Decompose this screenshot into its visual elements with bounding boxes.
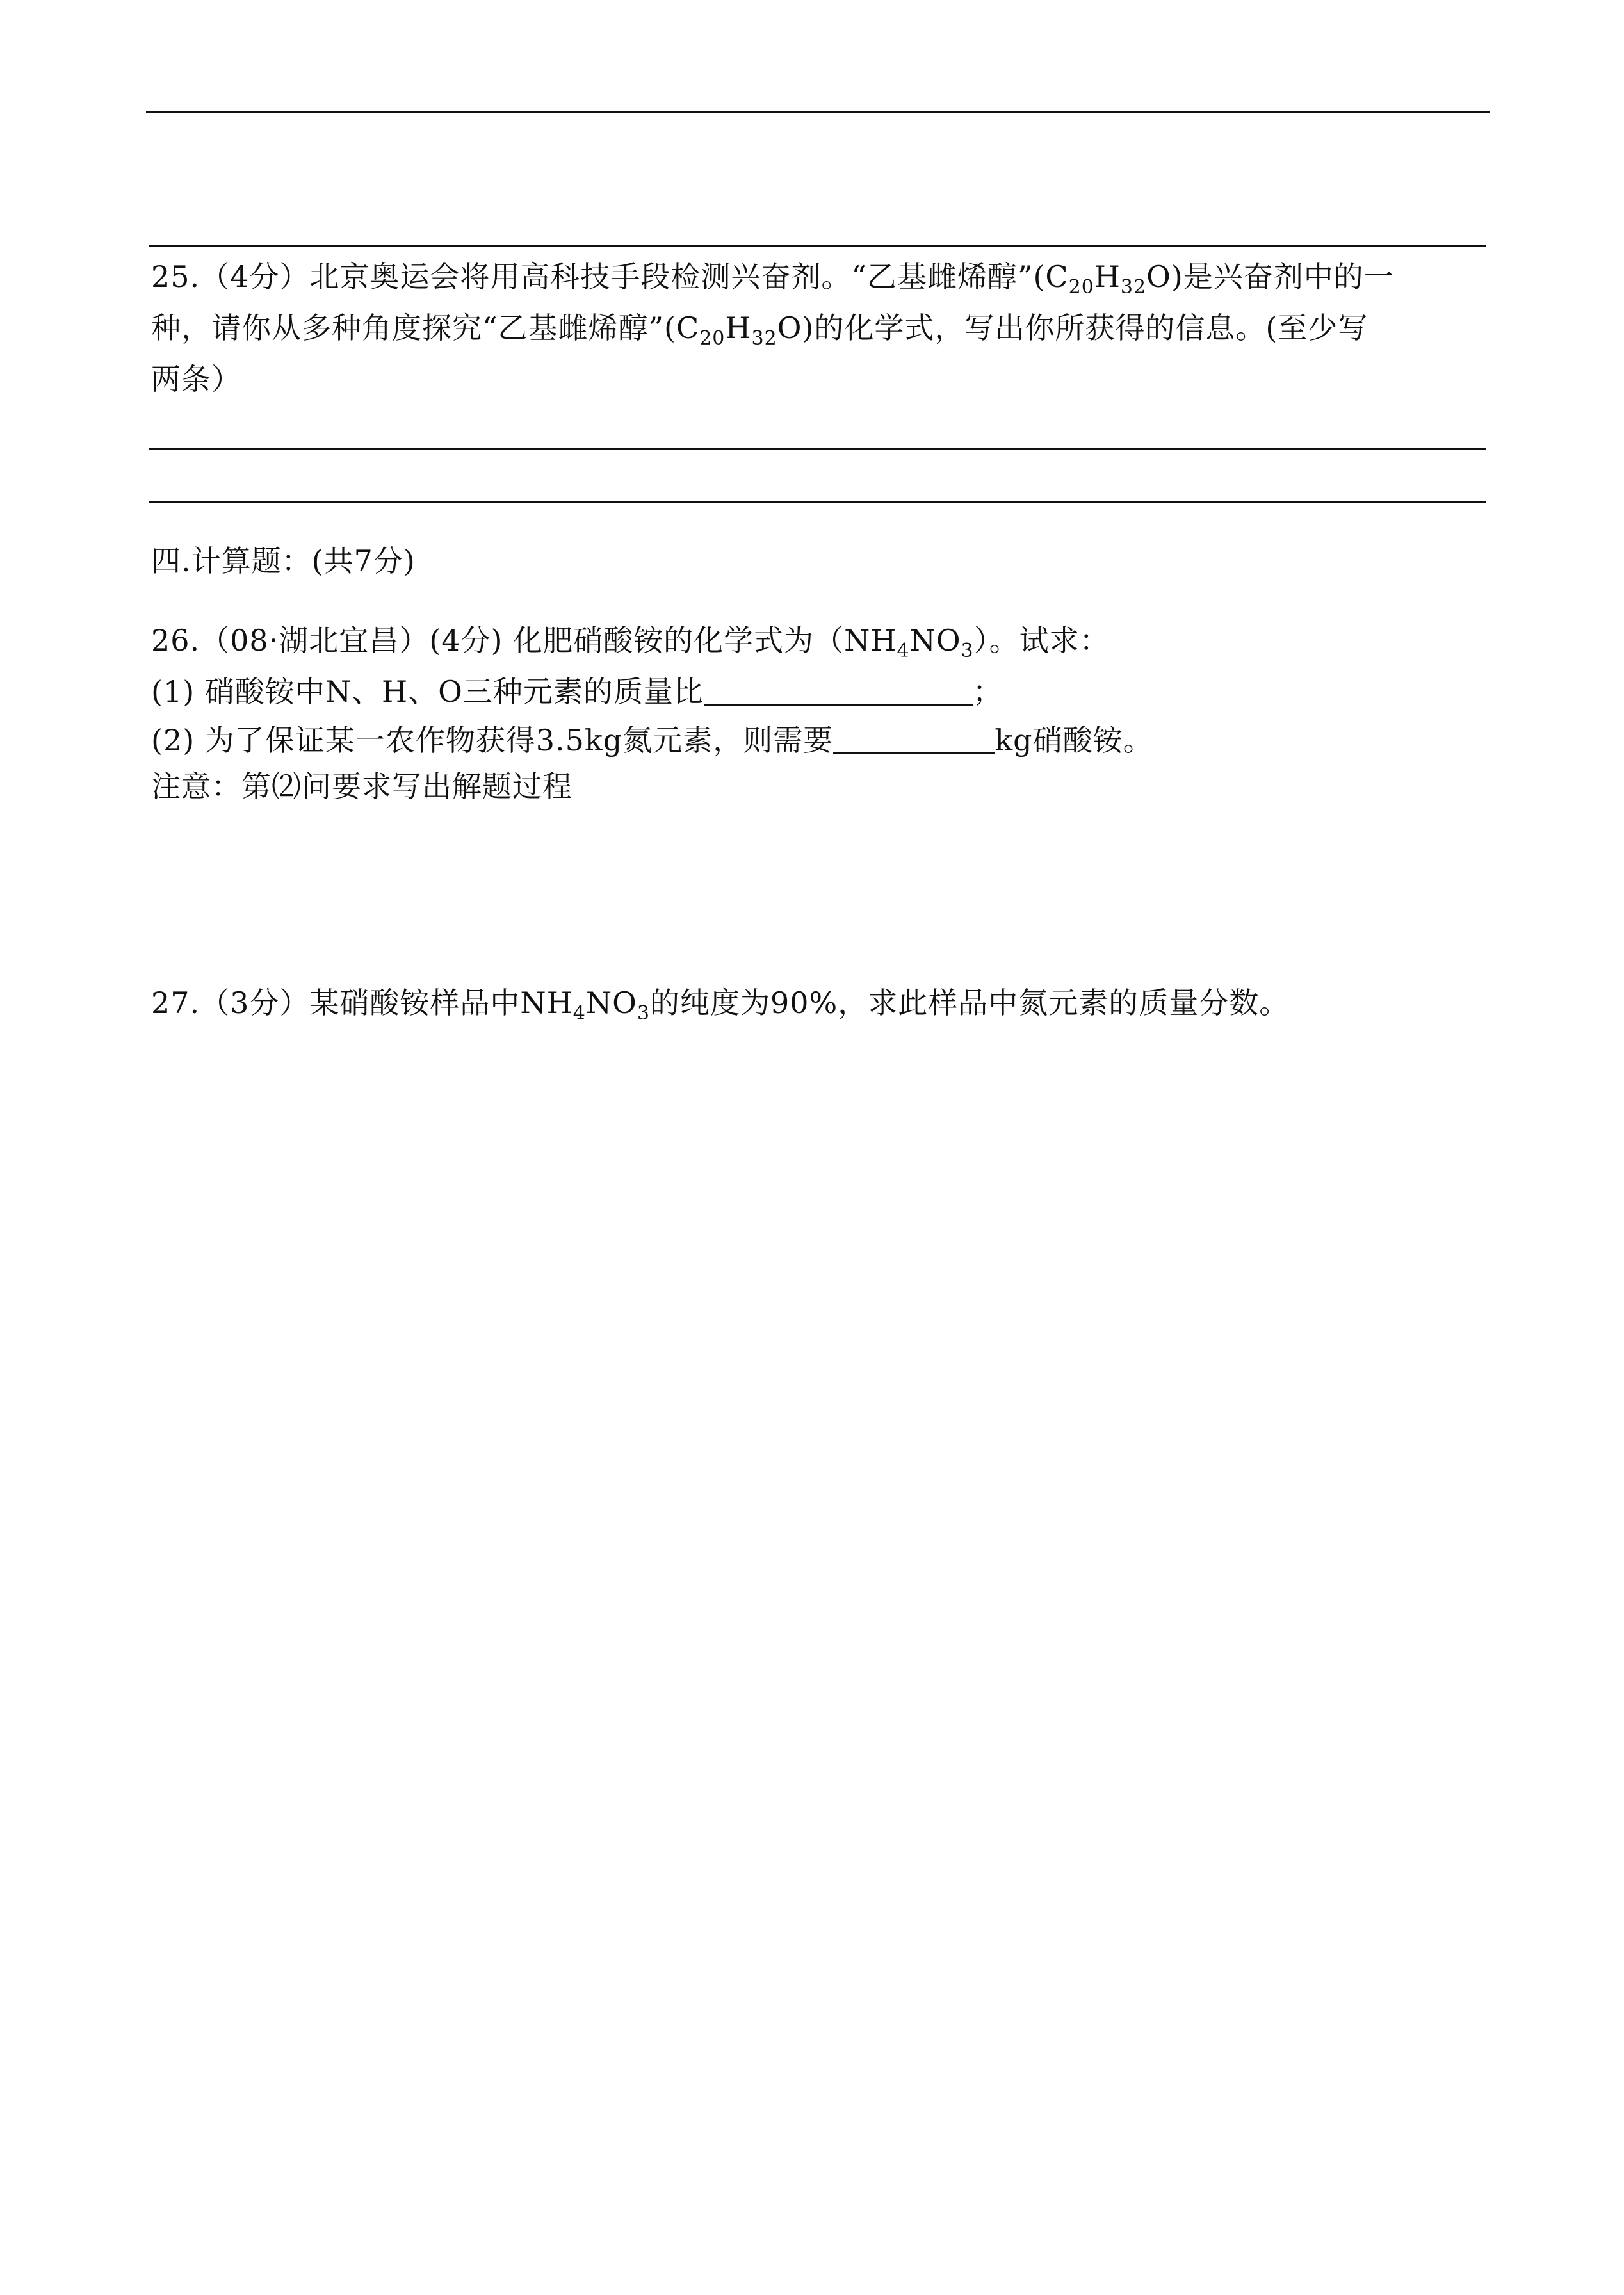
q26-note: 注意：第⑵问要求写出解题过程 — [151, 769, 572, 804]
q25-line-1: 25.（4分）北京奥运会将用高科技手段检测兴奋剂。“乙基雌烯醇$”(C_{20}H_{32}O)$是兴奋剂中的一 — [151, 259, 1394, 298]
q26-line-1: 26.（08·湖北宜昌）(4分) 化肥硝酸铵的化学式为$(NH_4NO_3)$。试求： — [151, 623, 1110, 662]
q27-line-1: 27.（3分）某硝酸铵样品中$NH_4NO_3$的纯度为90%，求此样品中氮元素的质量分数。 — [151, 985, 1290, 1025]
q25-answer-rule-2 — [149, 501, 1486, 503]
q26-part-2-blank[interactable] — [833, 727, 995, 754]
q26-part-1: (1) 硝酸铵中N、H、O三种元素的质量比 ； — [151, 674, 1003, 709]
answer-rule-top — [146, 111, 1490, 113]
q25-line-2: 种，请你从多种角度探究“乙基雌烯醇$”(C_{20}H_{32}O)$的化学式，写出你所获得的信息。(至少写 — [151, 311, 1368, 350]
q26-part-1-blank[interactable] — [704, 678, 973, 706]
q25-answer-rule-1 — [149, 448, 1486, 450]
q26-part-2: (2) 为了保证某一农作物获得3.5kg氮元素，则需要 kg硝酸铵。 — [151, 723, 1153, 758]
q25-line-3: 两条） — [151, 362, 241, 396]
section-4-heading: 四.计算题：(共7分) — [151, 544, 416, 578]
answer-rule-above-q25 — [149, 245, 1486, 247]
